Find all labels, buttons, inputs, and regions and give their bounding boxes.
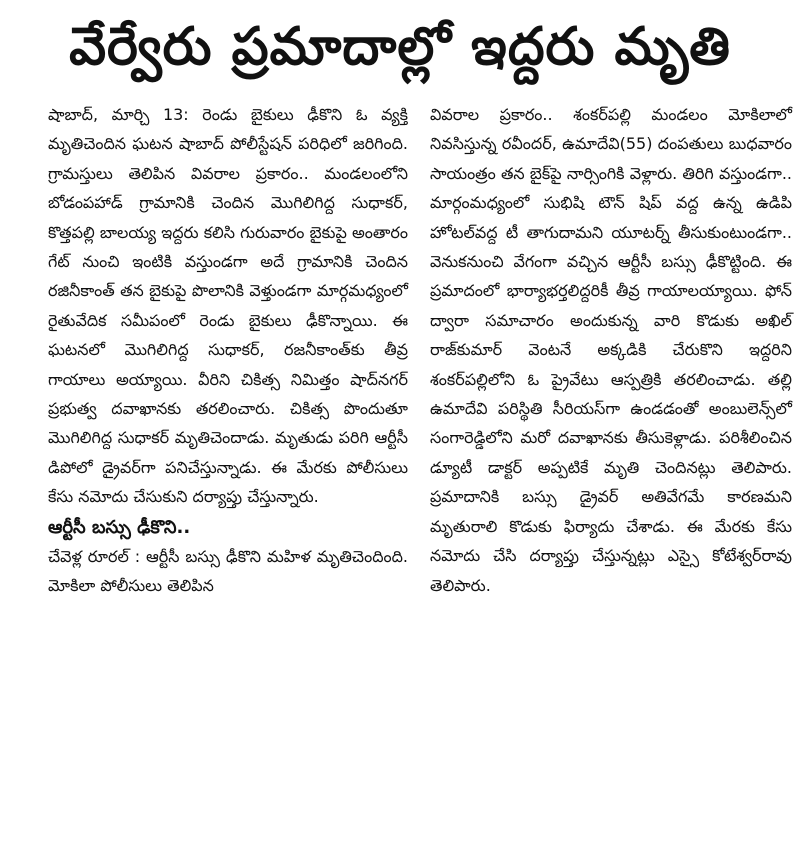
right-column <box>430 100 792 600</box>
story2-body-start: చేవెళ్ల రూరల్ : ఆర్టీసీ బస్సు ఢీకొని మహిళ మృతిచెందింది. మోకిలా పోలీసులు తెలిపిన <box>48 546 408 596</box>
story2-body-continued: వివరాల ప్రకారం.. శంకర్‌పల్లి మండలం మోకిలాలో నివసిస్తున్న రవీందర్, ఉమాదేవి(55) దంపతులు బుధవారం సాయంత్రం తన బైక్‌పై నార్సింగికి వెళ్లారు. తిరిగి వస్తుండగా.. మార్గంమధ్యంలో సుభిషి టౌన్ షిప్ వద్ద ఉన్న ఉడిపి హోటల్‌వద్ద టీ తాగుదామని యూటర్న్ తీసుకుంటుండగా.. వెనుకనుంచి వేగంగా వచ్చిన ఆర్టీసీ బస్సు ఢీకొట్టింది. ఈ ప్రమాదంలో భార్యాభర్తలిద్దరికీ తీవ్ర గాయాలయ్యాయి. ఫోన్ ద్వారా సమాచారం అందుకున్న వారి కొడుకు అఖిల్ రాజ్‌కుమార్ వెంటనే అక్కడికి చేరుకొని ఇద్దరిని శంకర్‌పల్లిలోని ఓ ప్రైవేటు ఆస్పత్రికి తరలించాడు. తల్లి ఉమాదేవి పరిస్థితి సీరియస్‌గా ఉండడంతో అంబులెన్స్‌లో సంగారెడ్డిలోని మరో దవాఖానకు తీసుకెళ్లాడు. పరిశీలించిన డ్యూటీ డాక్టర్ అప్పటికే మృతి చెందినట్లు తెలిపారు. ప్రమాదానికి బస్సు డ్రైవర్ అతివేగమే కారణమని మృతురాలి కొడుకు ఫిర్యాదు చేశాడు. ఈ మేరకు కేసు నమోదు చేసి దర్యాప్తు చేస్తున్నట్లు ఎస్సై కోటేశ్వర్‌రావు తెలిపారు. <box>430 105 792 595</box>
left-column <box>48 100 408 601</box>
story1-body: షాబాద్, మార్చి 13: రెండు బైకులు ఢీకొని ఓ వ్యక్తి మృతిచెందిన ఘటన షాబాద్ పోలీస్టేషన్ పరిధిలో జరిగింది. గ్రామస్తులు తెలిపిన వివరాల ప్రకారం.. మండలంలోని బోడంపహాడ్ గ్రామానికి చెందిన మొగిలిగిద్ద సుధాకర్, కొత్తపల్లి బాలయ్య ఇద్దరు కలిసి గురువారం బైకుపై అంతారం గేట్ నుంచి ఇంటికి వస్తుండగా అదే గ్రామానికి చెందిన రజినీకాంత్ తన బైకుపై పొలానికి వెళ్తుండగా మార్గమధ్యంలో రైతువేదిక సమీపంలో రెండు బైకులు ఢీకొన్నాయి. ఈ ఘటనలో మొగిలిగిద్ద సుధాకర్, రజనీకాంత్‌కు తీవ్ర గాయాలు అయ్యాయి. వీరిని చికిత్స నిమిత్తం షాద్‌నగర్ ప్రభుత్వ దవాఖానకు తరలించారు. చికిత్స పొందుతూ మొగిలిగిద్ద సుధాకర్ మృతిచెందాడు. మృతుడు పరిగి ఆర్టీసీ డిపోలో డ్రైవర్‌గా పనిచేస్తున్నాడు. ఈ మేరకు పోలీసులు కేసు నమోదు చేసుకుని దర్యాప్తు చేస్తున్నారు. <box>48 105 408 507</box>
story2-subhead: ఆర్టీసీ బస్సు ఢీకొని.. <box>48 516 191 538</box>
headline: వేర్వేరు ప్రమాదాల్లో ఇద్దరు మృతి <box>69 17 731 77</box>
